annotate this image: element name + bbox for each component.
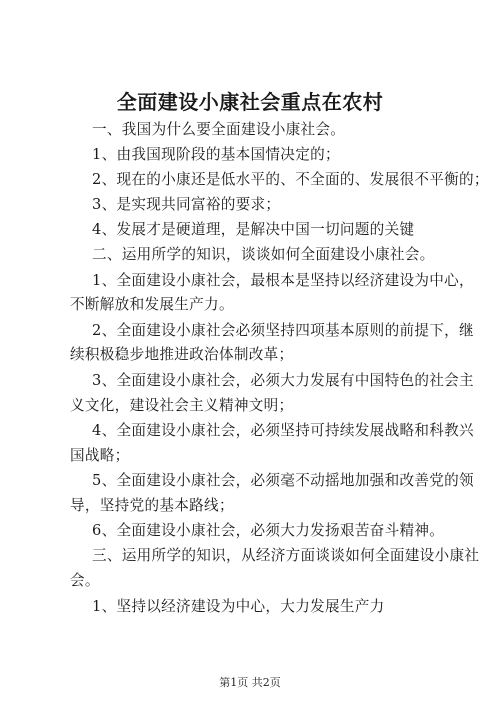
paragraph-line: 6、全面建设小康社会，必须大力发扬艰苦奋斗精神。 — [92, 522, 445, 539]
paragraph-line: 3、全面建设小康社会，必须大力发展有中国特色的社会主 — [92, 372, 474, 389]
paragraph-line: 二、运用所学的知识，谈谈如何全面建设小康社会。 — [92, 246, 435, 263]
paragraph-line: 导，坚持党的基本路线； — [70, 497, 234, 514]
paragraph-line: 续积极稳步地推进政治体制改革； — [70, 346, 294, 363]
paragraph-line: 1、全面建设小康社会，最根本是坚持以经济建设为中心， — [92, 272, 474, 289]
paragraph-line: 义文化，建设社会主义精神文明； — [70, 397, 294, 414]
paragraph-line: 会。 — [70, 572, 100, 589]
paragraph-line: 5、全面建设小康社会，必须毫不动摇地加强和改善党的领 — [92, 472, 474, 489]
document-title: 全面建设小康社会重点在农村 — [116, 90, 384, 114]
paragraph-line: 国战略； — [70, 447, 130, 464]
paragraph-line: 2、全面建设小康社会必须坚持四项基本原则的前提下，继 — [92, 322, 474, 339]
paragraph-line: 4、全面建设小康社会，必须坚持可持续发展战略和科教兴 — [92, 422, 474, 439]
paragraph-line: 2、现在的小康还是低水平的、不全面的、发展很不平衡的； — [92, 171, 489, 188]
paragraph-line: 1、由我国现阶段的基本国情决定的； — [92, 146, 340, 163]
page-footer: 第1页 共2页 — [219, 676, 281, 689]
paragraph-line: 一、我国为什么要全面建设小康社会。 — [92, 121, 346, 138]
paragraph-line: 三、运用所学的知识，从经济方面谈谈如何全面建设小康社 — [92, 547, 480, 564]
paragraph-line: 不断解放和发展生产力。 — [70, 296, 234, 313]
paragraph-line: 1、坚持以经济建设为中心，大力发展生产力 — [92, 598, 385, 615]
paragraph-line: 3、是实现共同富裕的要求； — [92, 196, 281, 213]
paragraph-line: 4、发展才是硬道理，是解决中国一切问题的关键 — [92, 221, 415, 238]
